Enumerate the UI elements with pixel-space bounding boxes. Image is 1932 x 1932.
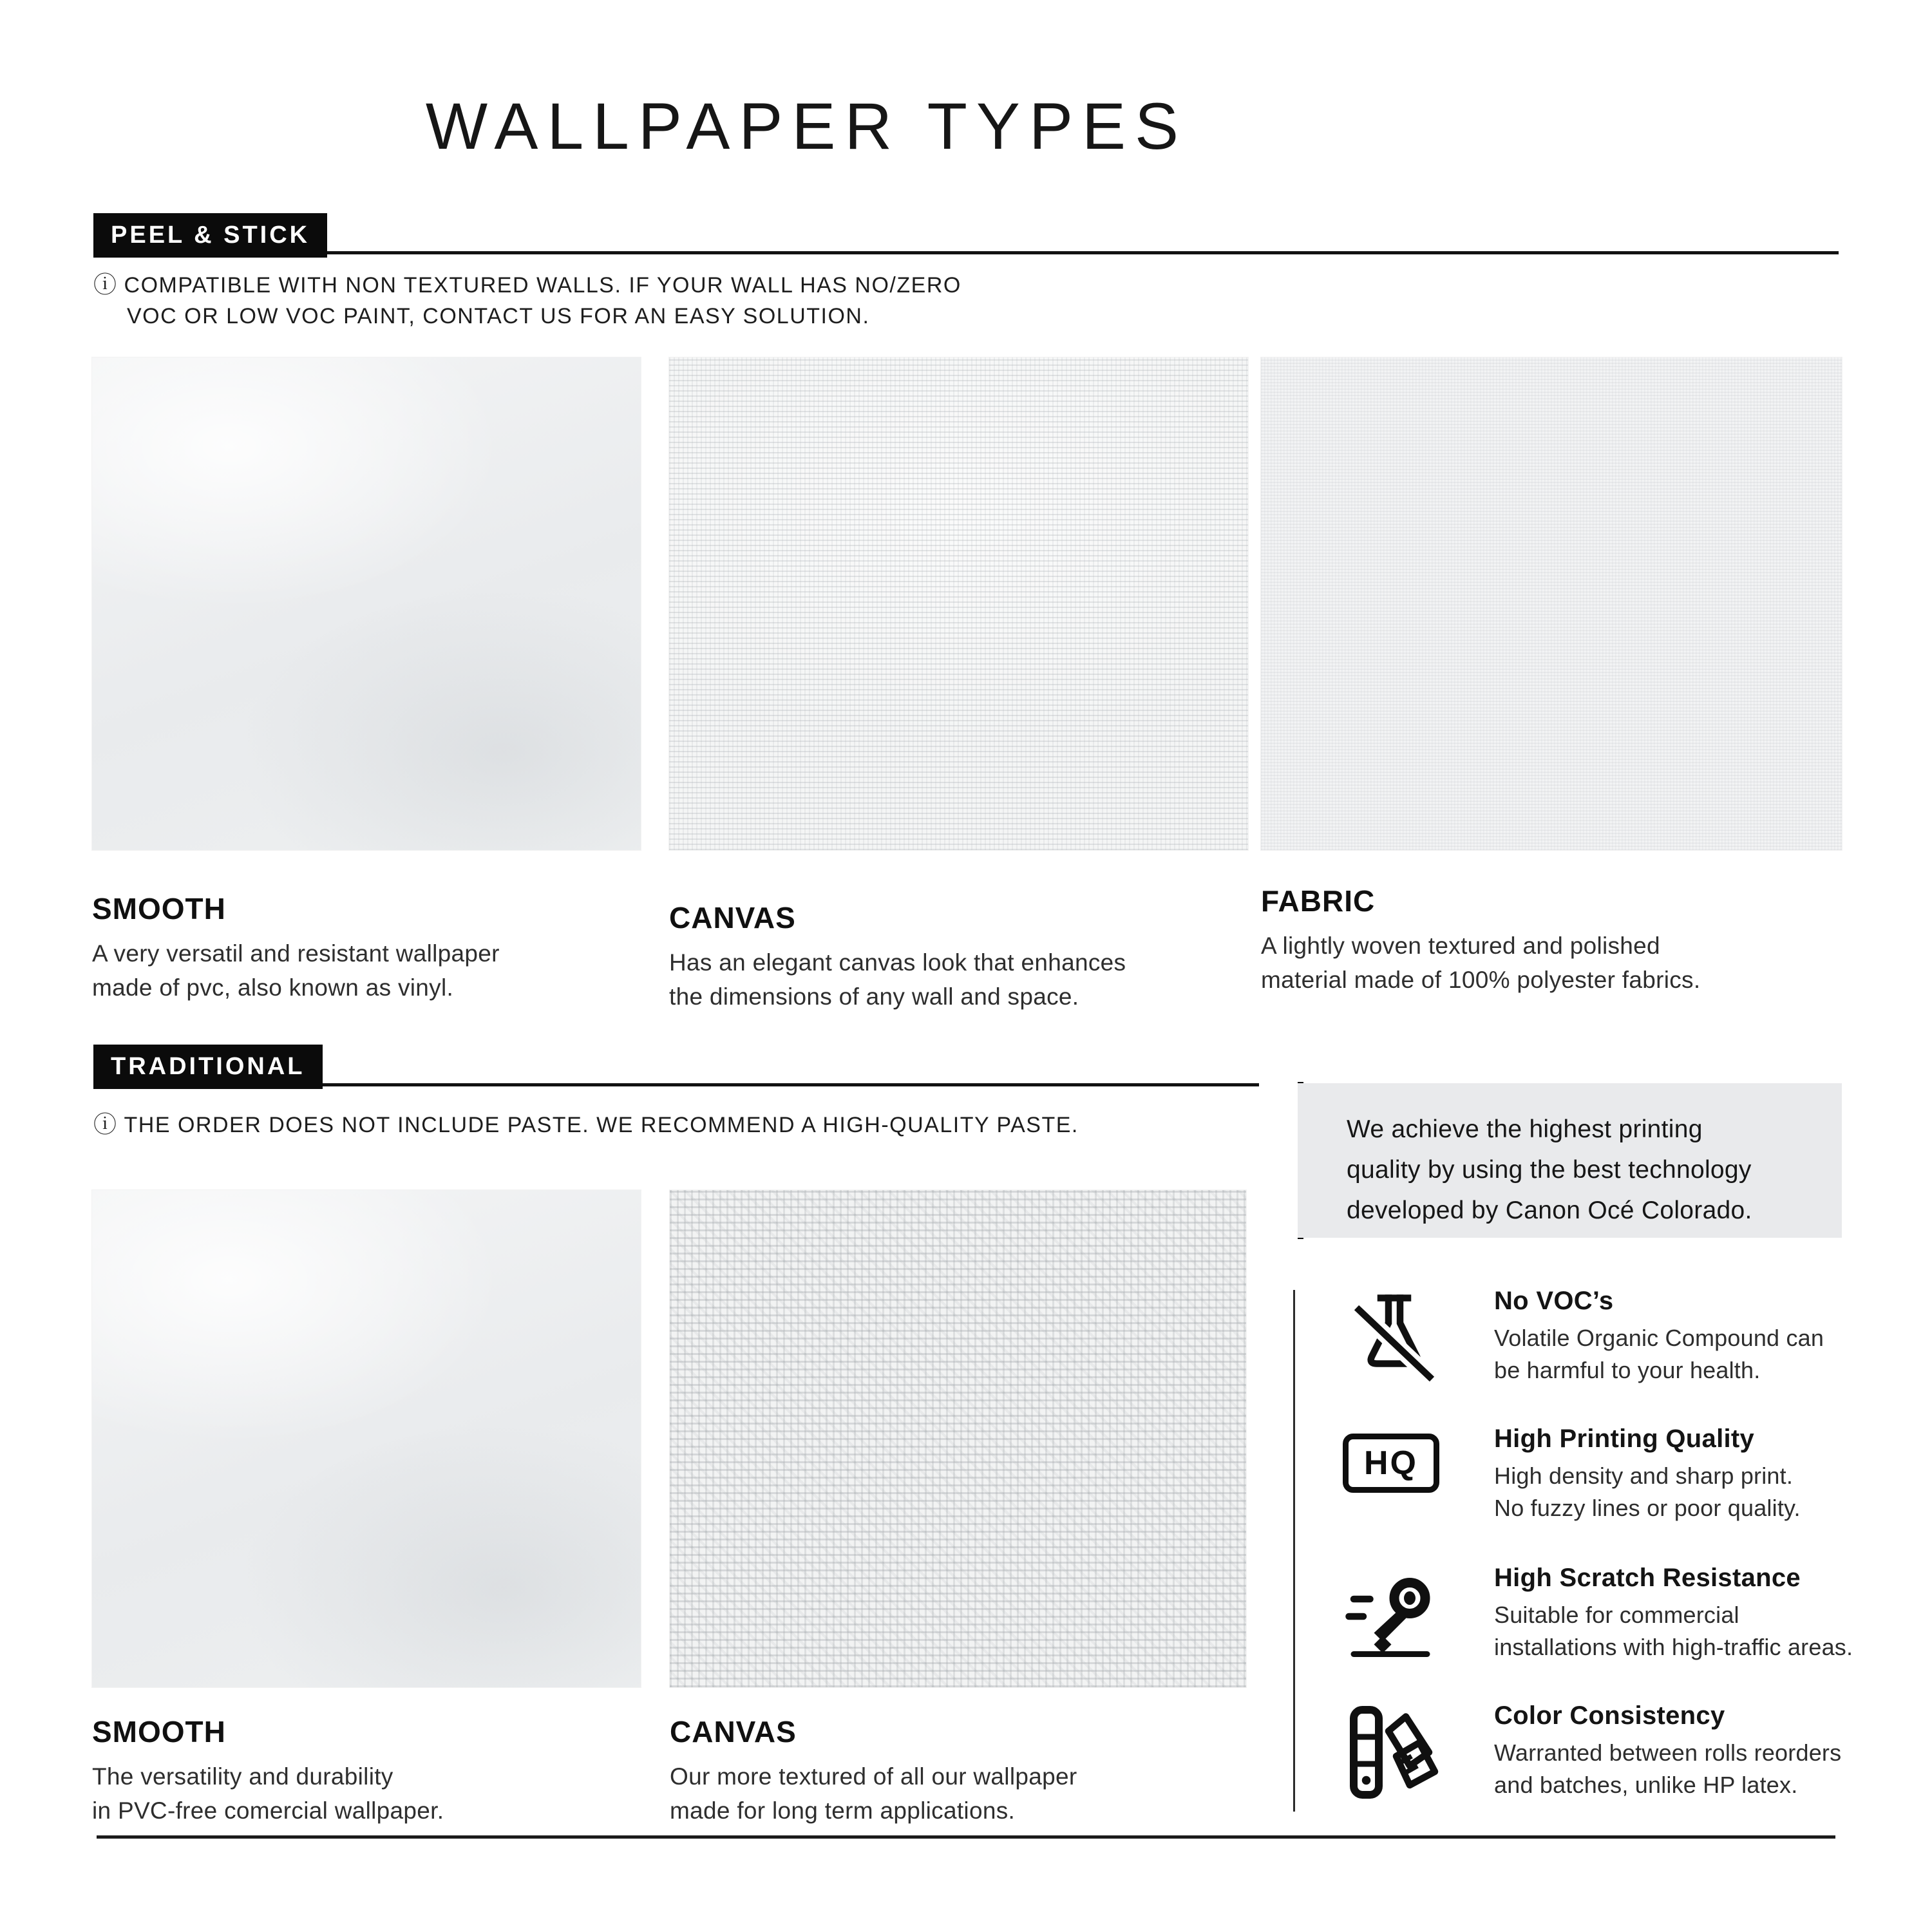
- peel-stick-canvas-column: [669, 357, 1248, 1014]
- traditional-smooth-column: [92, 1190, 641, 1828]
- info-icon: ⓘ: [93, 1111, 118, 1137]
- swatch-description: Our more textured of all our wallpaper made for long term applications.: [670, 1763, 1077, 1824]
- swatch-label: CANVAS: [669, 901, 796, 934]
- swatch-description: A very versatil and resistant wallpaper made of pvc, also known as vinyl.: [92, 940, 500, 1001]
- swatch-description: The versatility and durability in PVC-free comercial wallpaper.: [92, 1763, 444, 1824]
- traditional-badge: TRADITIONAL: [93, 1045, 323, 1089]
- swatch-description: Has an elegant canvas look that enhances the dimensions of any wall and space.: [669, 949, 1126, 1010]
- feature-title: High Printing Quality: [1494, 1425, 1755, 1453]
- canvas-texture-sample: [669, 357, 1248, 850]
- peel-stick-smooth-column: [92, 357, 641, 1005]
- feature-high-printing-quality: [1343, 1425, 1897, 1524]
- traditional-note: [93, 1109, 1079, 1141]
- peel-stick-note: [93, 269, 961, 332]
- page-title: WALLPAPER TYPES: [425, 90, 1188, 163]
- feature-description: Volatile Organic Compound can be harmful to your health.: [1494, 1325, 1824, 1383]
- fabric-texture-sample: [1261, 357, 1842, 850]
- feature-description: Suitable for commercial installations with high-traffic areas.: [1494, 1602, 1853, 1660]
- swatch-description: A lightly woven textured and polished material made of 100% polyester fabrics.: [1261, 933, 1701, 993]
- swatch-label: SMOOTH: [92, 892, 226, 925]
- swatch-label: CANVAS: [670, 1715, 797, 1748]
- features-divider: [1293, 1290, 1295, 1812]
- smooth-texture-sample: [92, 1190, 641, 1687]
- smooth-texture-sample: [92, 357, 641, 850]
- feature-no-voc: [1343, 1287, 1897, 1387]
- peel-stick-note-line1: ⓘ COMPATIBLE WITH NON TEXTURED WALLS. IF YOUR WALL HAS NO/ZERO: [93, 271, 961, 298]
- peel-stick-rule: [93, 251, 1839, 254]
- quality-note-box: [1298, 1083, 1842, 1238]
- peel-stick-badge: PEEL & STICK: [93, 213, 327, 258]
- hq-icon: HQ: [1343, 1434, 1439, 1493]
- info-icon: ⓘ: [93, 271, 118, 298]
- quality-note-text: We achieve the highest printing quality by using the best technology developed by Canon Océ Colorado.: [1347, 1115, 1752, 1224]
- feature-description: High density and sharp print. No fuzzy lines or poor quality.: [1494, 1463, 1801, 1521]
- swatch-label: SMOOTH: [92, 1715, 226, 1748]
- peel-stick-fabric-column: [1261, 357, 1842, 997]
- feature-description: Warranted between rolls reorders and batches, unlike HP latex.: [1494, 1739, 1842, 1798]
- bottom-divider: [97, 1835, 1835, 1839]
- no-voc-icon: [1343, 1289, 1446, 1386]
- peel-stick-note-line2: VOC OR LOW VOC PAINT, CONTACT US FOR AN EASY SOLUTION.: [127, 304, 870, 328]
- feature-title: No VOC’s: [1494, 1287, 1614, 1315]
- key-icon: [1343, 1566, 1446, 1663]
- traditional-canvas-column: [670, 1190, 1246, 1828]
- traditional-note-line1: ⓘ THE ORDER DOES NOT INCLUDE PASTE. WE RECOMMEND A HIGH-QUALITY PASTE.: [93, 1111, 1079, 1137]
- feature-title: Color Consistency: [1494, 1701, 1725, 1730]
- canvas-texture-sample: [670, 1190, 1246, 1687]
- swatch-label: FABRIC: [1261, 884, 1376, 918]
- feature-color-consistency: [1343, 1701, 1897, 1801]
- color-swatches-icon: [1343, 1704, 1446, 1801]
- feature-title: High Scratch Resistance: [1494, 1564, 1801, 1592]
- feature-high-scratch-resistance: [1343, 1564, 1897, 1663]
